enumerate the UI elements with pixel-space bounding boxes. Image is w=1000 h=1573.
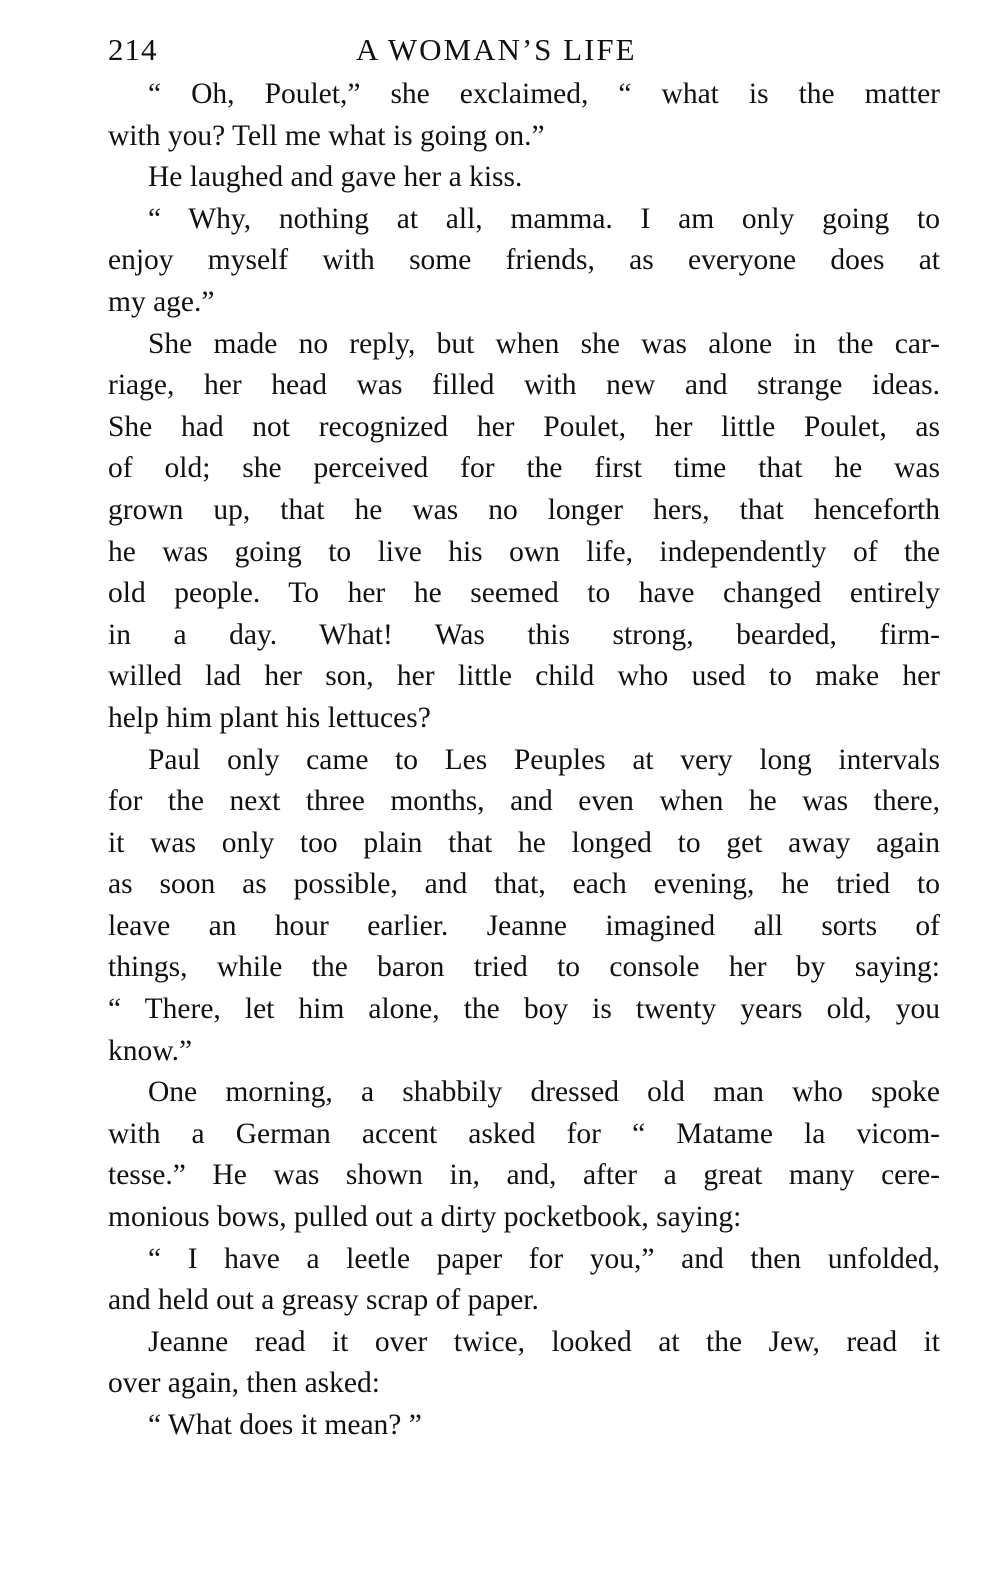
body-text: [108, 74, 940, 1447]
text-line: tesse.” He was shown in, and, after a great many cere-: [108, 1159, 940, 1192]
running-title: A WOMAN’S LIFE: [356, 32, 637, 67]
text-line: as soon as possible, and that, each evening, he tried to: [108, 868, 940, 901]
page-number: 214: [108, 32, 158, 67]
text-line: “ Why, nothing at all, mamma. I am only going to: [148, 202, 940, 235]
text-line: my age.”: [108, 285, 215, 318]
text-line: “ What does it mean? ”: [148, 1409, 422, 1441]
text-line: “ There, let him alone, the boy is twenty years old, you: [108, 993, 940, 1026]
text-line: in a day. What! Was this strong, bearded, firm-: [108, 618, 940, 651]
text-line: he was going to live his own life, independently of the: [108, 535, 940, 568]
text-line: help him plant his lettuces?: [108, 701, 431, 734]
text-line: grown up, that he was no longer hers, that henceforth: [108, 493, 940, 526]
running-head: [108, 28, 940, 74]
text-line: old people. To her he seemed to have changed entirely: [108, 577, 940, 610]
text-line: willed lad her son, her little child who used to make her: [108, 660, 940, 693]
text-line: for the next three months, and even when he was there,: [108, 785, 940, 818]
text-line: enjoy myself with some friends, as everyone does at: [108, 244, 940, 277]
text-line: monious bows, pulled out a dirty pocketbook, saying:: [108, 1201, 742, 1234]
book-page: [108, 28, 940, 1447]
text-line: He laughed and gave her a kiss.: [148, 161, 523, 194]
text-line: and held out a greasy scrap of paper.: [108, 1284, 539, 1317]
text-line: “ I have a leetle paper for you,” and then unfolded,: [148, 1242, 940, 1275]
text-line: Paul only came to Les Peuples at very long intervals: [148, 743, 940, 776]
text-line: Jeanne read it over twice, looked at the Jew, read it: [148, 1325, 940, 1358]
text-line: She had not recognized her Poulet, her little Poulet, as: [108, 410, 940, 443]
text-line: know.”: [108, 1034, 193, 1067]
text-line: leave an hour earlier. Jeanne imagined all sorts of: [108, 909, 940, 942]
text-line: She made no reply, but when she was alone in the car-: [148, 327, 940, 360]
text-line: of old; she perceived for the first time that he was: [108, 452, 940, 485]
text-line: it was only too plain that he longed to get away again: [108, 826, 940, 859]
text-line: with a German accent asked for “ Matame la vicom-: [108, 1117, 940, 1150]
text-line: riage, her head was filled with new and strange ideas.: [108, 369, 940, 402]
text-line: things, while the baron tried to console her by saying:: [108, 951, 940, 984]
text-line: One morning, a shabbily dressed old man who spoke: [148, 1076, 940, 1109]
text-line: over again, then asked:: [108, 1367, 380, 1400]
text-line: “ Oh, Poulet,” she exclaimed, “ what is the matter: [148, 78, 940, 110]
text-line: with you? Tell me what is going on.”: [108, 119, 545, 152]
